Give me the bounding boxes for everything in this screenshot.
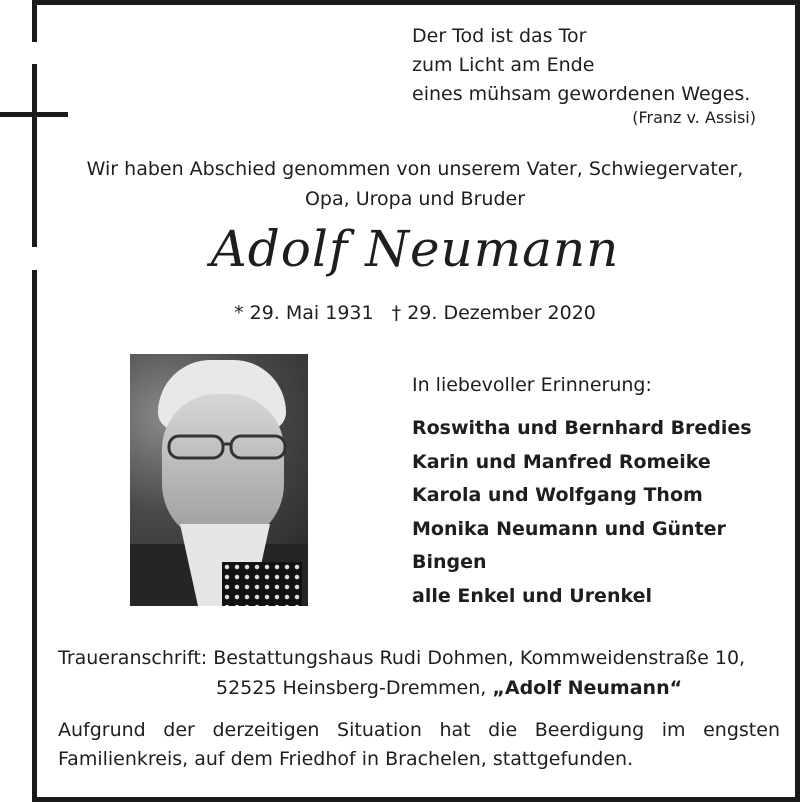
portrait-photo bbox=[130, 354, 308, 606]
family-member: Karin und Manfred Romeike bbox=[412, 450, 711, 473]
birth-date: * 29. Mai 1931 bbox=[234, 302, 374, 324]
frame-border-right bbox=[795, 0, 800, 802]
family-member: Karola und Wolfgang Thom bbox=[412, 484, 703, 506]
family-member: alle Enkel und Urenkel bbox=[412, 584, 652, 607]
family-member: Monika Neumann und Günter Bingen bbox=[412, 517, 726, 573]
intro-line: Wir haben Abschied genommen von unserem Vater, Schwiegervater, bbox=[86, 158, 744, 180]
address-line-2 bbox=[58, 673, 745, 703]
family-member: Roswitha und Bernhard Bredies bbox=[412, 417, 752, 439]
photo-face bbox=[162, 394, 284, 544]
frame-border-left-top bbox=[32, 0, 37, 42]
photo-bow-tie bbox=[222, 562, 302, 606]
cross-vertical bbox=[32, 64, 37, 247]
address-line: Traueranschrift: Bestattungshaus Rudi Dohmen, Kommweidenstraße 10, bbox=[58, 647, 746, 669]
quote-line: Der Tod ist das Tor bbox=[412, 25, 587, 47]
family-list bbox=[412, 412, 800, 613]
quote-line: zum Licht am Ende bbox=[412, 54, 595, 76]
address-city: 52525 Heinsberg-Dremmen, bbox=[216, 677, 493, 699]
intro-line: Opa, Uropa und Bruder bbox=[304, 188, 526, 210]
deceased-name: Adolf Neumann bbox=[210, 220, 620, 278]
glasses-icon bbox=[165, 432, 295, 462]
quote bbox=[412, 22, 750, 109]
frame-border-left-bottom bbox=[32, 270, 37, 802]
frame-border-top bbox=[32, 0, 800, 5]
frame-border-bottom bbox=[32, 797, 800, 802]
cross-horizontal bbox=[0, 112, 68, 117]
life-dates bbox=[40, 302, 790, 324]
quote-line: eines mühsam gewordenen Weges. bbox=[412, 83, 751, 105]
address-reference: „Adolf Neumann“ bbox=[492, 677, 683, 699]
funeral-notice: Aufgrund der derzeitigen Situation hat die Beerdigung im engsten Familienkreis, auf dem Friedhof in Brachelen, stattgefunden. bbox=[58, 719, 780, 770]
death-date: † 29. Dezember 2020 bbox=[391, 302, 596, 324]
memory-title: In liebevoller Erinnerung: bbox=[412, 374, 652, 396]
mourning-address bbox=[58, 643, 745, 703]
quote-author: (Franz v. Assisi) bbox=[632, 108, 756, 127]
intro-text bbox=[40, 154, 790, 214]
